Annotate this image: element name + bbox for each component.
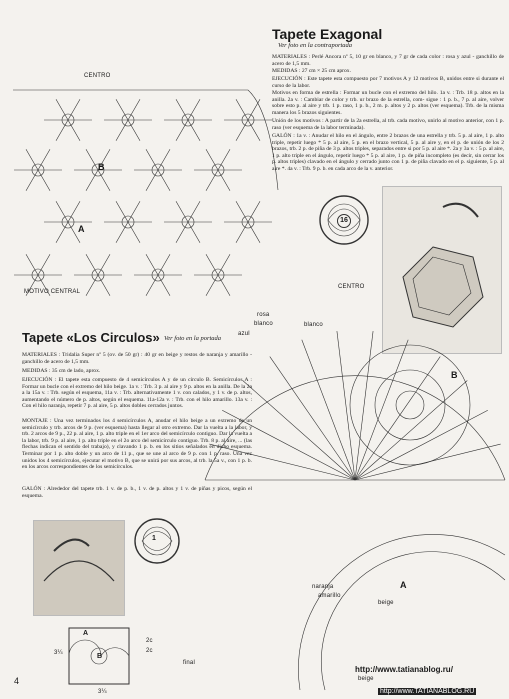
label-amarillo: amarillo [318,593,341,599]
page-number: 4 [14,676,20,686]
swirl-emblem-1 [132,516,182,566]
circulos-materiales: MATERIALES : Tridalia Super nº 5 (ov. de 50 gr) : 40 gr en beige y restos de naranja y amarillo - ganchillo de acero de 1,5 mm. [22,352,252,365]
watermark-2: http://www.TATIANABLOG.RU [380,688,475,695]
hexagon-doily-photo [382,186,502,354]
label-a: A [78,224,85,234]
exagonal-ejecucion: EJECUCIÓN : Este tapete esta compuesto por 7 motivos A y 12 motivos B, unidos entre si durante el curso de la labor. [272,76,504,89]
assembly-schematic [65,624,145,688]
circulos-ejecucion: EJECUCIÓN : El tapete esta compuesto de 4 semicírculos A y de un círculo B. Semicírculos A : Formar un bucle con el extremo del hilo beige. 1a v. : Trb. 3 p. al aire y 9 p. altos en la anilla. De la 2a a la 15a v. : Trb. según el esquema, 11a v. : Trb. alternativamente 1 v. con calados, y 1 v. de p. altos, aumentando el número de p. altos, según el esquema. 11a-12a v. : Trb. con el hilo amarillo. 13a v. : Con el hilo naranja, repetir 7 p. al aire, 5 p. altos dobles cerrados juntos. [22,377,252,410]
exagonal-motivo: Motivos en forma de estrella : Formar un bucle con el extremo del hilo. 1a v. : Trb. 18 p. altos en la anilla. 2a v. : Cambiar de color y trb. ur brazo de la estrella, com- sigue : 1 p. b., 7 p. al aire, volver sobre esto p. al aire y trb. 1 p. raso, 1 p. b., 2 m. p. altos y 2 p. altos (ver esquema). Trb. de la misma manera los 5 brazos siguientes. [272,90,504,116]
exagonal-title: Tapete Exagonal [272,26,383,42]
label-b: B [98,162,105,172]
exagonal-union: Unión de los motivos : A partir de la 2a estrella, al trb. cada motivo, unirlo al motivo anterior, con 1 p. raso (ver esquema de la labor terminada). [272,118,504,131]
circulos-subtitle: Ver foto en la portada [164,335,222,342]
label-circle-b: B [451,370,458,380]
label-azul: azul [238,331,250,337]
circulos-montaje: MONTAJE : Una vez terminados los 4 semicírculos A, anudar el hilo beige a un extremo de un semicírculo y trb. arcos de 9 p. (ver esquema) hasta llegar al otro extremo. Dar la vuelta a la labor, y trb. 2 arcos de 9 p., 22 p. al aire, 1 p. alto triple en el 1er arco del semicírculo contiguo. Dar la vuelta a la labor, trb. 9 p. al aire, 1 p. alto triple en el 2o arco del semicírculo contiguo. Trb. 8 p. al aire, ... (las flechas indican el sentido del trabajo), y clavando 1 p. b. en los sitios señalados en dicho esquema. Terminar por 1 p. alto doble y un arco de 11 p., que se une al arco de 9 p. con 1 p. raso. Una vez unidos los 4 semicírculos, ejecutar el motivo B, que se unirá por sus arcos, al trb. la 5a v., con 1 p. b. en los arcos correspondientes de los semicírculos. [22,418,252,471]
label-blanco: blanco [254,321,273,327]
hexagon-crochet-diagram [8,70,283,310]
schematic-b: B [97,653,103,660]
label-centro-top: CENTRO [84,73,111,79]
label-semicircle-a: A [400,580,407,590]
emblem-number-1: 1 [152,535,156,542]
circulos-galon: GALÓN : Alrededor del tapete trb. 1 v. de p. b., 1 v. de p. altos y 1 v. de piñas y picos, según el esquema. [22,486,252,499]
dim-label-2: 2c [146,648,153,654]
label-blanco-2: blanco [304,322,323,328]
emblem-number-16: 16 [337,214,351,228]
label-rosa: rosa [257,312,270,318]
circulos-title: Tapete «Los Circulos» [22,330,160,345]
circles-doily-photo [33,520,125,616]
label-beige-2: beige [358,676,374,682]
exagonal-materiales: MATERIALES : Perlé Ancora nº 5, 10 gr en blanco, y 7 gr de cada color : rosa y azul - ganchillo de acero de 1,5 mm. [272,54,504,67]
label-motivo-central: MOTIVO CENTRAL [24,289,81,295]
watermark: http://www.tatianablog.ru/ [355,665,453,674]
exagonal-galon: GALÓN : 1a v. : Anudar el hilo en el ángulo, entre 2 brazos de una estrella y trb. 5 p. al aire, 1 p. alto triple, repetir luego * 5 p. al aire, 5 p. en el brazo vertical, 5 p. al aire y, en el p. de unión de los 2 brazos, trb. 2 p. de piña de 3 p. altos triples, separados entre si por 5 p. al aire *. 2a y 3a v. : 5 p. al aire, 1 p. alto triple en el ángulo, repetir luego * 5 p. al aire, 1 p. de piña incompleto (es decir, sin cerrar los p. altos triples) clavado en el ángulo y cerrado junto con 1 p. de piña clavado en el p. siguiente, 5 p. al aire *. 4a v. : Trb. 9 p. b. en cada arco de la v. anterior. [272,133,504,172]
label-centro-right: CENTRO [338,284,365,290]
dim-label-1: 2c [146,638,153,644]
dim-label-3: 3¼ [54,650,63,656]
label-final: final [183,660,196,666]
schematic-a: A [83,630,89,637]
label-naranja: naranja [312,584,334,590]
circulos-medidas: MEDIDAS : 35 cm de lado, aprox. [22,368,101,374]
label-beige: beige [378,600,394,606]
exagonal-subtitle: Ver foto en la contraportada [278,42,353,49]
circles-crochet-diagram [205,355,505,695]
exagonal-medidas: MEDIDAS : 27 cm × 25 cm aprox. [272,68,351,74]
dim-label-4: 3¼ [98,689,107,695]
